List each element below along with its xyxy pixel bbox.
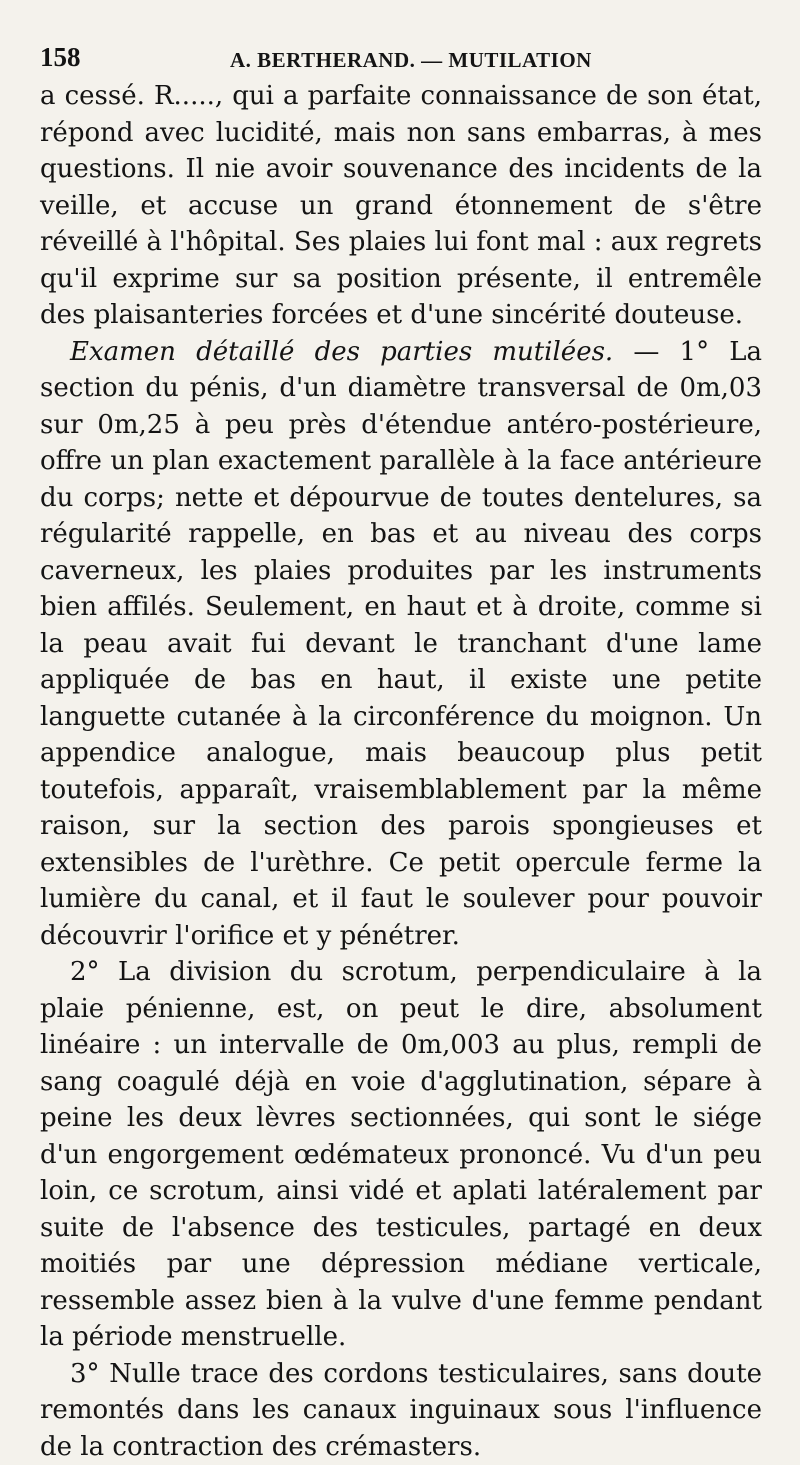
body-text [40,78,762,1465]
section-heading: Examen détaillé des parties mutilées. [70,337,613,367]
paragraph-examen [40,334,762,955]
page-header [40,38,760,78]
page-number: 158 [40,42,81,73]
paragraph-continuation: a cessé. R....., qui a parfaite connaissance de son état, répond avec lucidité, mais non sans embarras, à mes questions. Il nie avoir souvenance des incidents de la veille, et accuse un grand étonnement de s'être réveillé à l'hôpital. Ses plaies lui font mal : aux regrets qu'il exprime sur sa position présente, il entremêle des plaisanteries forcées et d'une sincérité douteuse. [40,78,762,334]
paragraph-scrotum: 2° La division du scrotum, perpendiculaire à la plaie pénienne, est, on peut le dire, absolument linéaire : un intervalle de 0m,003 au plus, rempli de sang coagulé déjà en voie d'agglutination, sépare à peine les deux lèvres sectionnées, qui sont le siége d'un engorgement œdémateux prononcé. Vu d'un peu loin, ce scrotum, ainsi vidé et aplati latéralement par suite de l'absence des testicules, partagé en deux moitiés par une dépression médiane verticale, ressemble assez bien à la vulve d'une femme pendant la période menstruelle. [40,954,762,1356]
paragraph-examen-text: — 1° La section du pénis, d'un diamètre transversal de 0m,03 sur 0m,25 à peu près d'étendue antéro-postérieure, offre un plan exactement parallèle à la face antérieure du corps; nette et dépourvue de toutes dentelures, sa régularité rappelle, en bas et au niveau des corps caverneux, les plaies produites par les instruments bien affilés. Seulement, en haut et à droite, comme si la peau avait fui devant le tranchant d'une lame appliquée de bas en haut, il existe une petite languette cutanée à la circonférence du moignon. Un appendice analogue, mais beaucoup plus petit toutefois, apparaît, vraisemblablement par la même raison, sur la section des parois spongieuses et extensibles de l'urèthre. Ce petit opercule ferme la lumière du canal, et il faut le soulever pour pouvoir découvrir l'orifice et y pénétrer. [40,337,762,951]
running-title: A. BERTHERAND. — MUTILATION [230,48,592,73]
paragraph-cordons: 3° Nulle trace des cordons testiculaires, sans doute remontés dans les canaux inguinaux sous l'influence de la contraction des crémasters. [40,1356,762,1465]
